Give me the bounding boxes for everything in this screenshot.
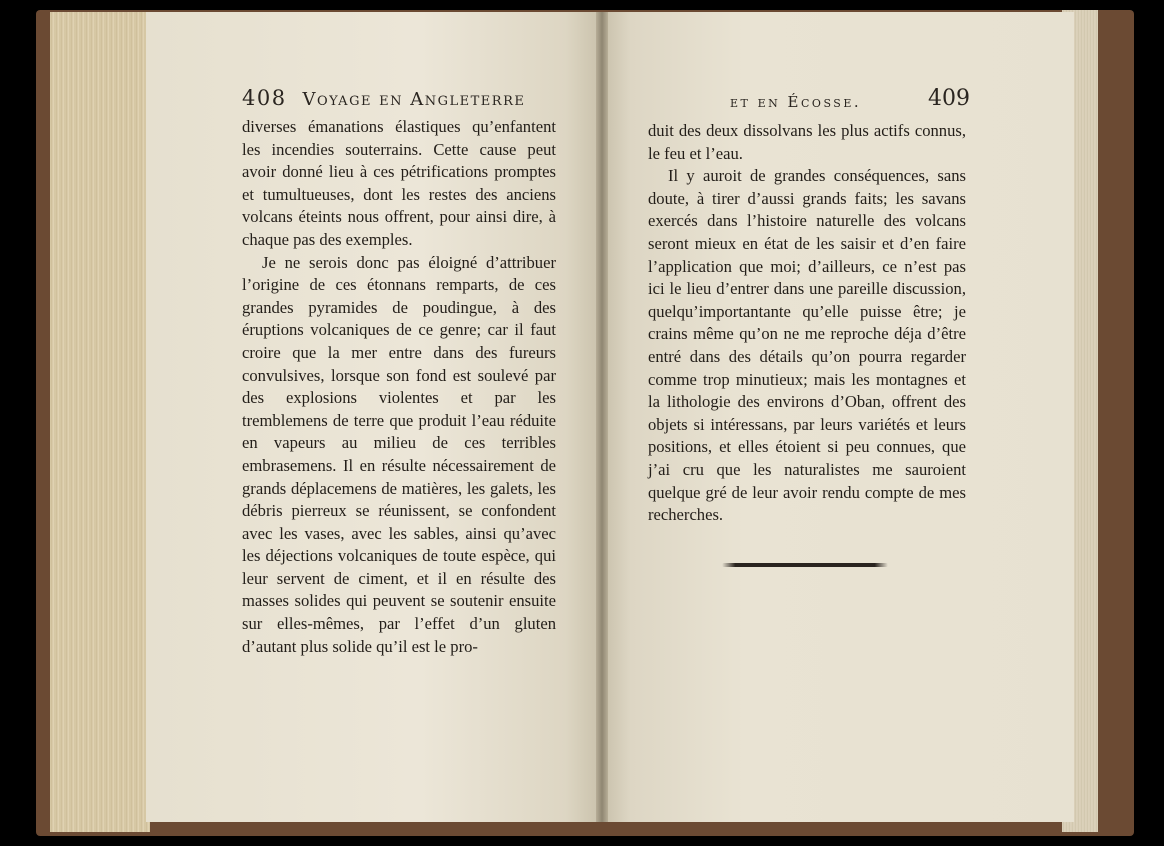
section-end-rule [722,563,888,567]
book-gutter [596,12,608,822]
left-page-header [242,86,562,116]
left-page-body [242,116,556,658]
right-running-title: et en Écosse. [730,93,862,111]
right-page-body [648,120,966,527]
right-page-header [730,86,970,122]
page-edges-left [50,12,150,832]
right-paragraph-2: Il y auroit de grandes conséquences, sans doute, à tirer d’aussi grands faits; les savans exercés dans l’histoire naturelle des volcans seront mieux en état de les saisir et d’en faire l’application que moi; d’ailleurs, ce n’est pas ici le lieu d’entrer dans une pareille discussion, quelqu’importantante qu’elle puisse être; je crains même qu’on ne me reproche déja d’être entré dans des détails qu’on pourra regarder comme trop minutieux; mais les montagnes et la lithologie des environs d’Oban, offrent des objets si intéressans, par leurs variétés et leurs positions, et elles étoient si peu connues, que j’ai cru que les naturalistes me sauroient quelque gré de leur avoir rendu compte de mes recherches. [648,166,966,525]
left-page-number: 408 [242,86,287,110]
left-paragraph-2: Je ne serois donc pas éloigné d’attribuer l’origine de ces étonnans remparts, de ces grandes pyramides de poudingue, à des éruptions volcaniques de ce genre; car il faut croire que la mer entre dans des fureurs convulsives, lorsque son fond est soulevé par des explosions violentes et par les tremblemens de terre que produit l’eau réduite en vapeurs au milieu de ces terribles embrasemens. Il en résulte nécessairement de grands déplacemens de matières, les galets, les débris pierreux se réunissent, se confondent avec les vases, avec les sables, ainsi qu’avec les déjections volcaniques de toute espèce, qui leur servent de ciment, et il en résulte des masses solides qui peuvent se soutenir ensuite sur elles-mêmes, par l’effet d’un gluten d’autant plus solide qu’il est le pro- [242,252,556,656]
right-paragraph-1: duit des deux dissolvans les plus actifs connus, le feu et l’eau. [648,121,966,163]
right-page-number: 409 [928,86,970,111]
left-running-title: Voyage en Angleterre [302,89,526,110]
left-paragraph-1: diverses émanations élastiques qu’enfantent les incendies souterrains. Cette cause peut avoir donné lieu à ces pétrifications promptes et tumultueuses, dont les restes des anciens volcans éteints nous offrent, pour ainsi dire, à chaque pas des exemples. [242,117,556,249]
